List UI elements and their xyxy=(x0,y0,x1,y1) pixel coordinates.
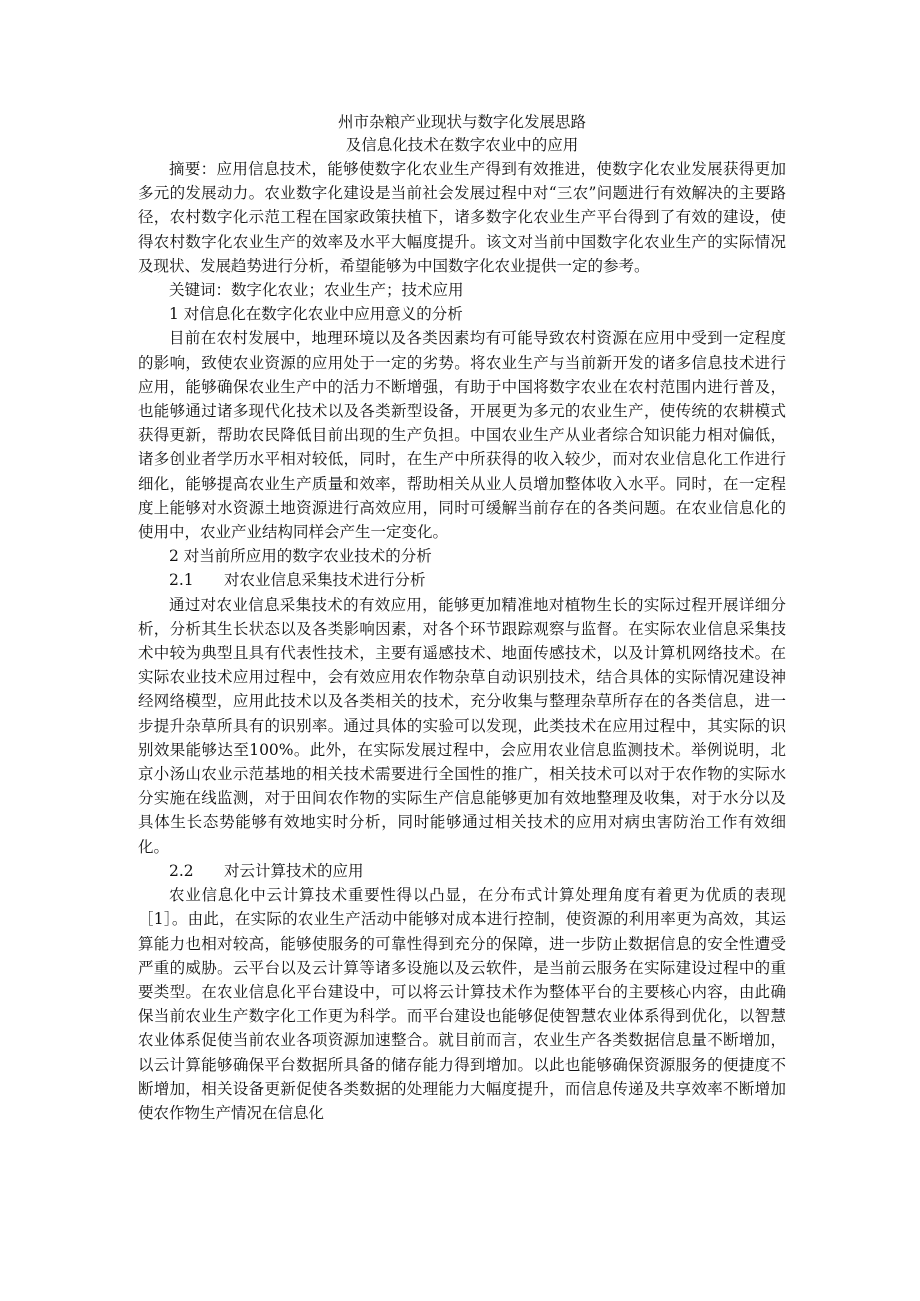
section-1-body: 目前在农村发展中，地理环境以及各类因素均有可能导致农村资源在应用中受到一定程度的影响，致使农业资源的应用处于一定的劣势。将农业生产与当前新开发的诸多信息技术进行应用，能够确保农业生产中的活力不断增强，有助于中国将数字农业在农村范围内进行普及，也能够通过诸多现代化技术以及各类新型设备，开展更为多元的农业生产，使传统的农耕模式获得更新，帮助农民降低目前出现的生产负担。中国农业生产从业者综合知识能力相对偏低，诸多创业者学历水平相对较低，同时，在生产中所获得的收入较少，而对农业信息化工作进行细化，能够提高农业生产质量和效率，帮助相关从业人员增加整体收入水平。同时，在一定程度上能够对水资源土地资源进行高效应用，同时可缓解当前存在的各类问题。在农业信息化的使用中，农业产业结构同样会产生一定变化。 xyxy=(138,329,786,542)
subsection-2-1-number: 2.1 xyxy=(169,571,194,590)
section-2-heading: 2 对当前所应用的数字农业技术的分析 xyxy=(169,547,432,566)
document-title-line-1: 州市杂粮产业现状与数字化发展思路 xyxy=(337,113,586,131)
keywords-line: 关键词：数字化农业；农业生产；技术应用 xyxy=(169,281,464,300)
subsection-2-2-body: 农业信息化中云计算技术重要性得以凸显，在分布式计算处理角度有着更为优质的表现［1］。由此，在实际的农业生产活动中能够对成本进行控制，使资源的利用率更为高效，其运算能力也相对较高，能够使服务的可靠性得到充分的保障，进一步防止数据信息的安全性遭受严重的威胁。云平台以及云计算等诸多设施以及云软件，是当前云服务在实际建设过程中的重要类型。在农业信息化平台建设中，可以将云计算技术作为整体平台的主要核心内容，由此确保当前农业生产数字化工作更为科学。而平台建设也能够促使智慧农业体系得到优化，以智慧农业体系促使当前农业各项资源加速整合。就目前而言，农业生产各类数据信息量不断增加，以云计算能够确保平台数据所具备的储存能力得到增加。以此也能够确保资源服务的便捷度不断增加，相关设备更新促使各类数据的处理能力大幅度提升，而信息传递及共享效率不断增加使农作物生产情况在信息化 xyxy=(138,886,786,1122)
subsection-2-1-title: 对农业信息采集技术进行分析 xyxy=(224,571,426,590)
subsection-2-1-heading xyxy=(138,568,786,592)
subsection-2-2-heading xyxy=(138,859,786,883)
subsection-2-1-body: 通过对农业信息采集技术的有效应用，能够更加精准地对植物生长的实际过程开展详细分析，分析其生长状态以及各类影响因素，对各个环节跟踪观察与监督。在实际农业信息采集技术中较为典型且具有代表性技术，主要有遥感技术、地面传感技术，以及计算机网络技术。在实际农业技术应用过程中，会有效应用农作物杂草自动识别技术，结合具体的实际情况建设神经网络模型，应用此技术以及各类相关的技术，充分收集与整理杂草所存在的各类信息，进一步提升杂草所具有的识别率。通过具体的实验可以发现，此类技术在应用过程中，其实际的识别效果能够达至100%。此外，在实际发展过程中，会应用农业信息监测技术。举例说明，北京小汤山农业示范基地的相关技术需要进行全国性的推广，相关技术可以对于农作物的实际水分实施在线监测，对于田间农作物的实际生产信息能够更加有效地整理及收集，对于水分以及具体生长态势能够有效地实时分析，同时能够通过相关技术的应用对病虫害防治工作有效细化。 xyxy=(138,595,786,856)
subsection-2-2-number: 2.2 xyxy=(169,861,194,880)
abstract-paragraph: 摘要：应用信息技术，能够使数字化农业生产得到有效推进，使数字化农业发展获得更加多元的发展动力。农业数字化建设是当前社会发展过程中对“三农”问题进行有效解决的主要路径，农村数字化示范工程在国家政策扶植下，诸多数字化农业生产平台得到了有效的建设，使得农村数字化农业生产的效率及水平大幅度提升。该文对当前中国数字化农业生产的实际情况及现状、发展趋势进行分析，希望能够为中国数字化农业提供一定的参考。 xyxy=(138,160,786,275)
document-page xyxy=(138,111,786,1125)
section-1-heading: 1 对信息化在数字化农业中应用意义的分析 xyxy=(169,305,463,324)
document-title-line-2: 及信息化技术在数字农业中的应用 xyxy=(345,136,579,154)
subsection-2-2-title: 对云计算技术的应用 xyxy=(224,861,364,880)
